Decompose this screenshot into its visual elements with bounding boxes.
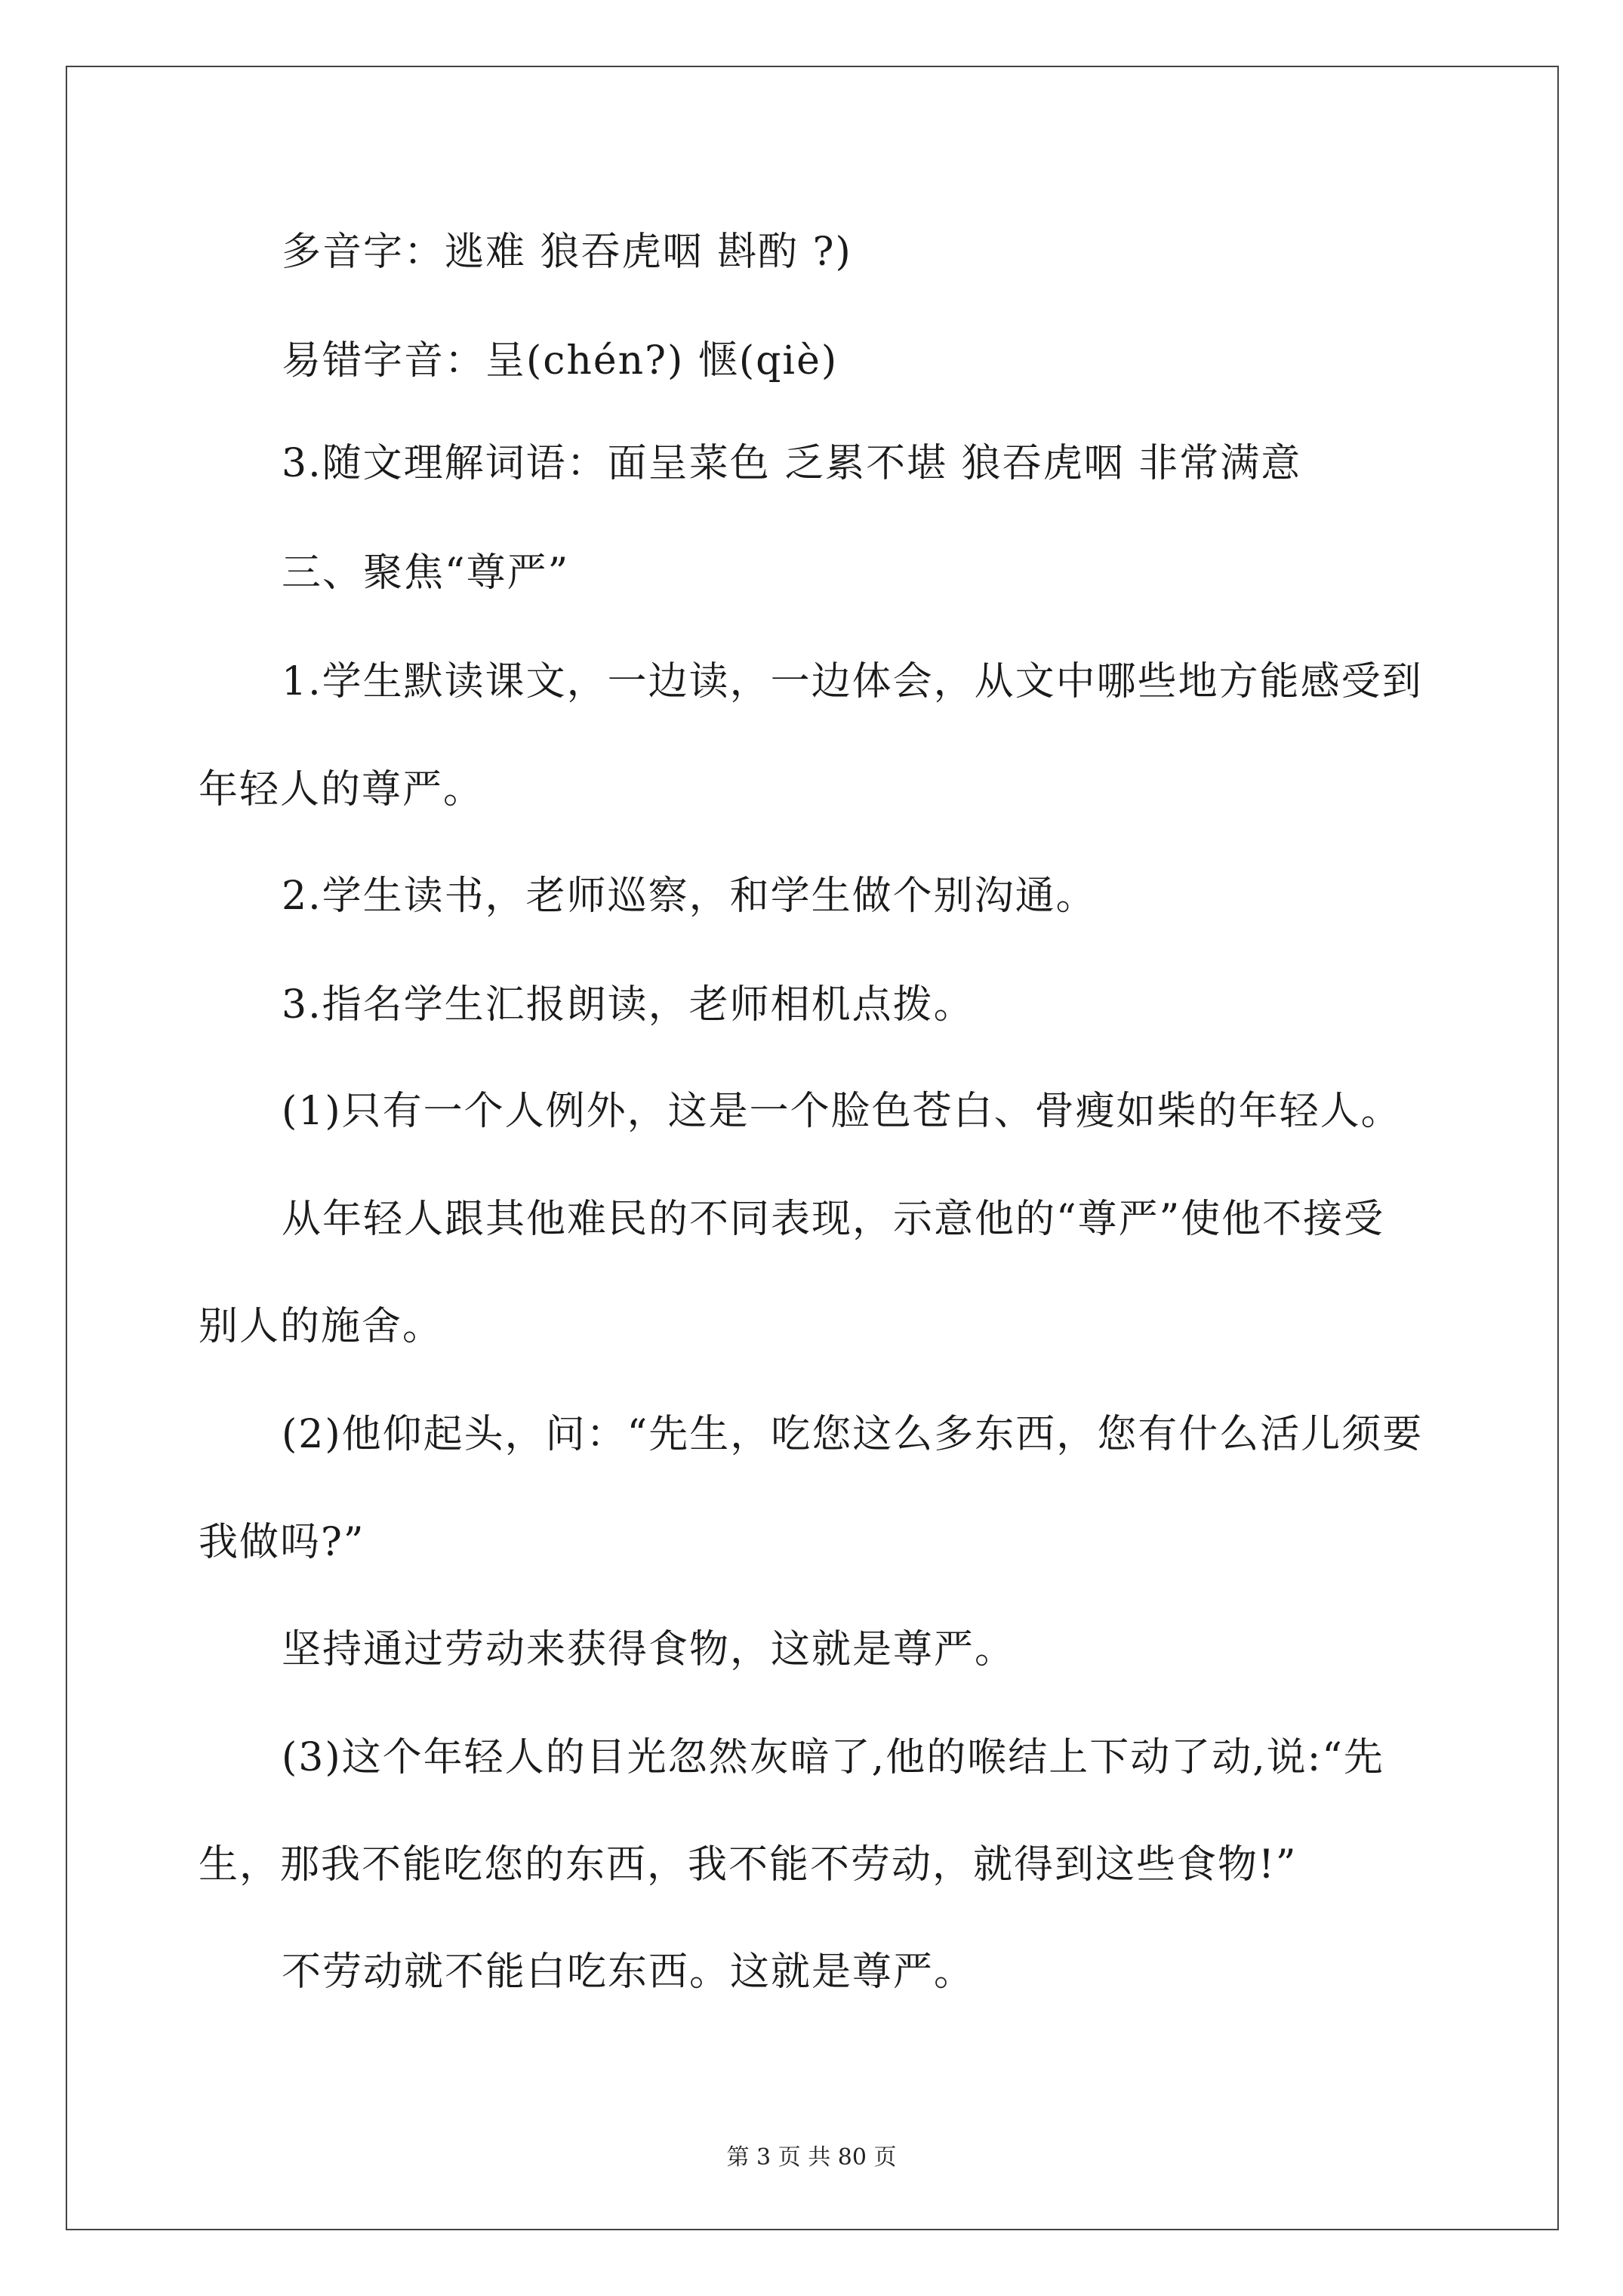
text-line: (2)他仰起头，问：“先生，吃您这么多东西，您有什么活儿须要 — [282, 1412, 1424, 1457]
text-line: 多音字：逃难 狼吞虎咽 斟酌 ?) — [282, 230, 852, 275]
text-line: 年轻人的尊严。 — [199, 767, 485, 812]
text-line: (3)这个年轻人的目光忽然灰暗了,他的喉结上下动了动,说:“先 — [282, 1735, 1384, 1780]
text-line: 生，那我不能吃您的东西，我不能不劳动，就得到这些食物!” — [199, 1842, 1298, 1888]
text-line: 我做吗?” — [199, 1520, 365, 1565]
text-line: 从年轻人跟其他难民的不同表现，示意他的“尊严”使他不接受 — [282, 1197, 1385, 1242]
text-line: 不劳动就不能白吃东西。这就是尊严。 — [282, 1949, 975, 1995]
page-border — [66, 66, 1559, 2230]
text-line: (1)只有一个人例外，这是一个脸色苍白、骨瘦如柴的年轻人。 — [282, 1089, 1402, 1134]
text-line: 别人的施舍。 — [199, 1304, 444, 1349]
page-number: 第 3 页 共 80 页 — [726, 2144, 897, 2171]
text-line: 1.学生默读课文，一边读，一边体会，从文中哪些地方能感受到 — [282, 659, 1423, 704]
text-line: 3.指名学生汇报朗读，老师相机点拨。 — [282, 982, 975, 1028]
section-heading: 三、聚焦“尊严” — [282, 550, 570, 596]
text-line: 3.随文理解词语：面呈菜色 乏累不堪 狼吞虎咽 非常满意 — [282, 441, 1302, 486]
text-line: 坚持通过劳动来获得食物，这就是尊严。 — [282, 1627, 1016, 1672]
text-line: 2.学生读书，老师巡察，和学生做个别沟通。 — [282, 874, 1097, 919]
text-line: 易错字音：呈(chén?) 惬(qiè) — [282, 338, 839, 384]
